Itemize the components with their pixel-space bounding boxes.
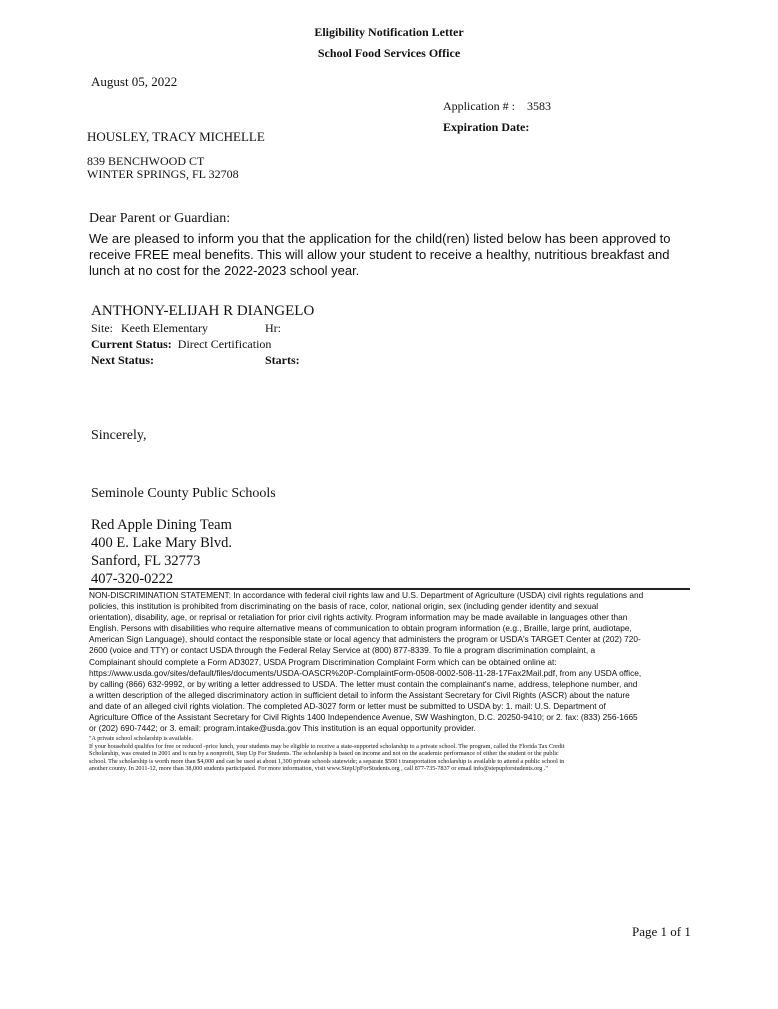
fine-line: "A private school scholarship is available.: [89, 735, 193, 742]
salutation: Dear Parent or Guardian:: [89, 211, 231, 226]
current-status-value: Direct Certification: [177, 337, 272, 351]
signature-team: Red Apple Dining Team: [91, 517, 232, 533]
nd-line: and date of an alleged civil rights violation. The completed AD-3027 form or letter must be submitted to USDA by: 1. mail: U.S. Department of: [89, 700, 606, 711]
signature-street: 400 E. Lake Mary Blvd.: [91, 535, 232, 551]
nd-line: by calling (866) 632-9992, or by writing a letter addressed to USDA. The letter must contain the complainant's name, address, telephone number, and: [89, 678, 638, 689]
nondiscrimination-statement: [89, 590, 690, 734]
current-status-row: [91, 337, 271, 352]
site-value: Keeth Elementary: [121, 321, 208, 335]
nd-line: American Sign Language), should contact the responsible state or local agency that administers the program or USDA's TARGET Center at (202) 720-: [89, 634, 641, 645]
address-line-1: 839 BENCHWOOD CT: [87, 154, 205, 168]
approval-paragraph: We are pleased to inform you that the application for the child(ren) listed below has been approved to receive FREE meal benefits. This will allow your student to receive a healthy, nutritious breakfast and lunch at no cost for the 2022-2023 school year.: [89, 231, 671, 278]
site-label: Site:: [91, 321, 114, 335]
nd-line: https://www.usda.gov/sites/default/files/documents/USDA-OASCR%20P-ComplaintForm-0508-0002-508-11-28-17Fax2Mail.pdf, from any USDA office,: [89, 667, 642, 678]
letter-date: August 05, 2022: [91, 74, 178, 89]
application-number-row: [443, 99, 551, 114]
page-number: Page 1 of 1: [632, 924, 691, 939]
current-status-label: Current Status:: [91, 337, 172, 351]
application-number-value: 3583: [527, 99, 551, 113]
fine-line: Scholarship, was created in 2001 and is run by a nonprofit, Step Up For Students. The scholarship is based on income and not on the academic performance of either the student or the public: [89, 750, 559, 758]
expiration-date-label: Expiration Date:: [443, 120, 530, 134]
recipient-address: [87, 155, 239, 181]
student-name: ANTHONY-ELIJAH R DIANGELO: [91, 303, 315, 319]
nd-line: Complainant should complete a Form AD3027, USDA Program Discrimination Complaint Form which can be obtained online at:: [89, 656, 557, 667]
starts-label: Starts:: [265, 353, 300, 367]
signature-city: Sanford, FL 32773: [91, 553, 201, 569]
fine-line: If your household qualifes for free or reduced -price lunch, your students may be eligible to receive a state-supported scholarship to a private school. The program, called the Florida Tax Credit: [89, 742, 565, 750]
fine-line: school. The scholarship is worth more than $4,000 and can be used at about 1,300 private schools statewide; a separate $500 t transportation scholarship is available to attend a public school in: [89, 757, 565, 765]
letter-title: Eligibility Notification Letter: [314, 25, 464, 39]
signature-block: [91, 516, 232, 588]
signature-org: Seminole County Public Schools: [91, 486, 276, 501]
address-line-2: WINTER SPRINGS, FL 32708: [87, 167, 239, 181]
signature-phone: 407-320-0222: [91, 571, 174, 587]
nd-line: or (202) 690-7442; or 3. email: program.intake@usda.gov This institution is an equal opportunity provider.: [89, 723, 476, 734]
nd-line: orientation), disability, age, or reprisal or retaliation for prior civil rights activity. Program information may be made available in languages other than: [89, 612, 628, 623]
nd-line: English. Persons with disabilities who require alternative means of communication to obtain program information (e.g., Braille, large print, audiotape,: [89, 623, 632, 634]
nd-line: a written description of the alleged discriminatory action in sufficient detail to inform the Assistant Secretary for Civil Rights (ASCR) about the nature: [89, 689, 630, 700]
recipient-name: HOUSLEY, TRACY MICHELLE: [87, 129, 265, 144]
office-subtitle: School Food Services Office: [317, 46, 461, 60]
fine-line: another county. In 2011-12, more than 38,000 students participated. For more information, visit www.StepUpForStudents.org , call 877-735-7837 or email info@stepupforstudents.org .": [89, 765, 548, 773]
hr-label: Hr:: [265, 321, 281, 335]
scholarship-notice: [89, 735, 690, 773]
site-row: [91, 321, 208, 336]
nd-line: 2600 (voice and TTY) or contact USDA through the Federal Relay Service at (800) 877-8339. To file a program discrimination complaint, a: [89, 645, 596, 656]
nd-line: Agriculture Office of the Assistant Secretary for Civil Rights 1400 Independence Avenue, SW Washington, D.C. 20250-9410; or 2. fax: (833) 256-1665: [89, 712, 638, 723]
closing: Sincerely,: [91, 428, 147, 443]
nd-line: NON-DISCRIMINATION STATEMENT: In accordance with federal civil rights law and U.S. Department of Agriculture (USDA) civil rights regulations and: [89, 590, 644, 600]
next-status-label: Next Status:: [91, 353, 154, 367]
nd-line: policies, this institution is prohibited from discriminating on the basis of race, color, national origin, sex (including gender identity and sexual: [89, 601, 599, 612]
application-number-label: Application # :: [443, 99, 515, 113]
